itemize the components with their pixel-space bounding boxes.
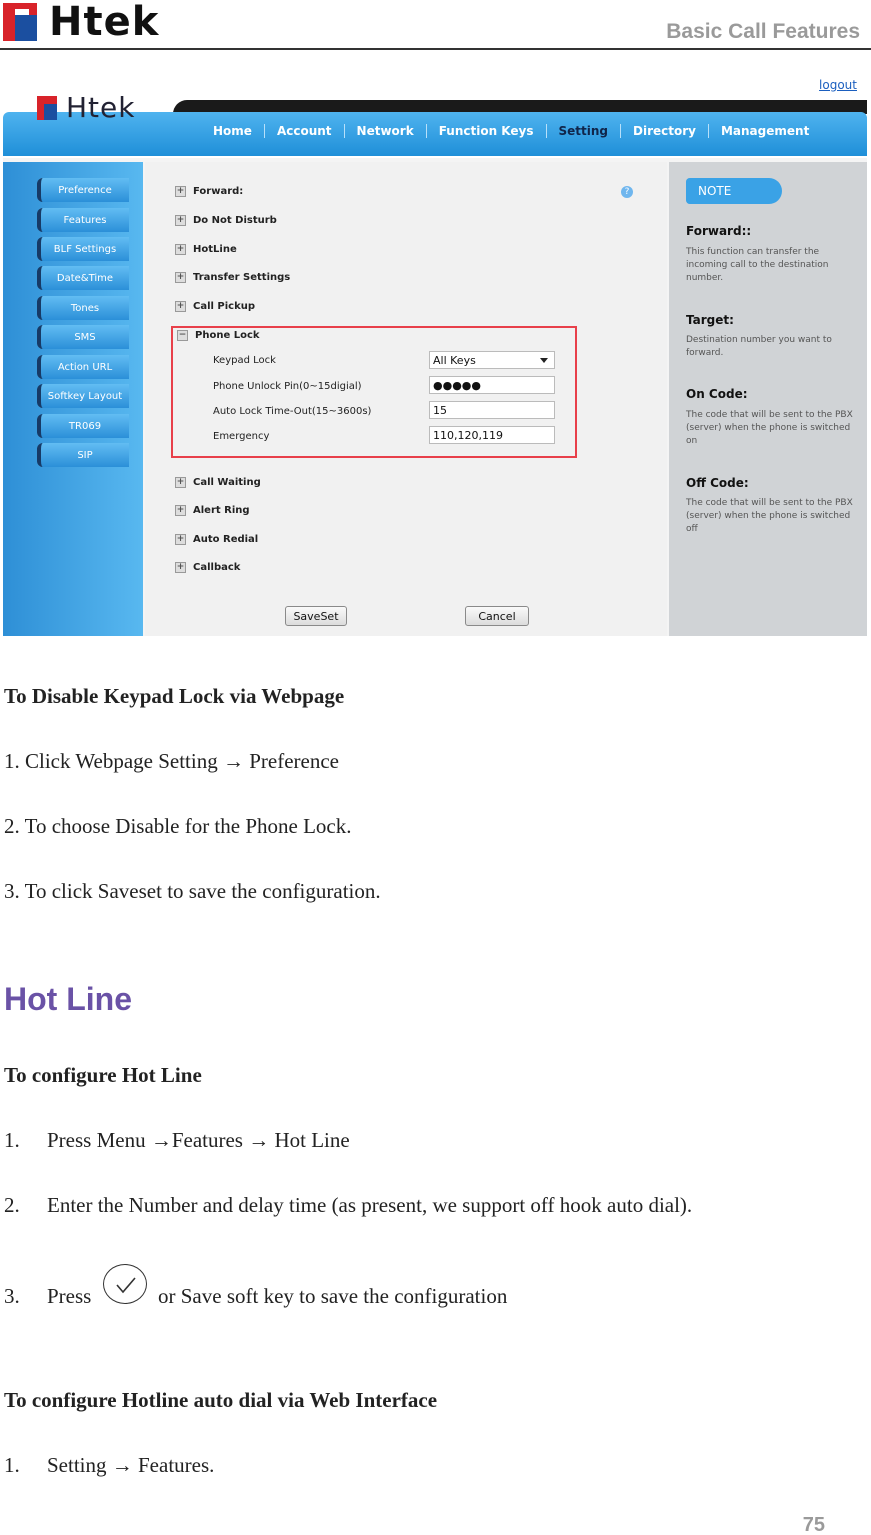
note-text-off-code: The code that will be sent to the PBX (server) when the phone is switched off — [686, 498, 853, 534]
configure-step-3-text: or Save soft key to save the configuration — [158, 1284, 508, 1308]
section-do-not-disturb[interactable]: + Do Not Disturb — [176, 215, 277, 226]
cancel-button[interactable]: Cancel — [465, 606, 529, 626]
configure-step-3-press: Press — [47, 1284, 92, 1308]
settings-sidebar — [3, 162, 143, 636]
webui-header — [3, 72, 867, 158]
ok-key-icon — [103, 1264, 147, 1304]
auto-lock-timeout-label: Auto Lock Time-Out(15~3600s) — [213, 406, 372, 417]
section-transfer-settings[interactable]: + Transfer Settings — [176, 272, 291, 283]
sidebar-item-action-url[interactable]: Action URL — [37, 355, 129, 379]
configure-hot-line-heading: To configure Hot Line — [4, 1063, 202, 1087]
nav-management[interactable]: Management — [720, 124, 810, 138]
saveset-button[interactable]: SaveSet — [285, 606, 347, 626]
section-title: Basic Call Features — [666, 20, 860, 43]
nav-setting[interactable]: Setting — [547, 124, 622, 138]
expand-icon: + — [176, 244, 185, 254]
section-hotline[interactable]: + HotLine — [176, 244, 237, 255]
sidebar-item-date-time[interactable]: Date&Time — [37, 266, 129, 290]
disable-step-1: 1. Click Webpage Setting → Preference — [4, 749, 339, 773]
expand-icon: + — [176, 534, 185, 544]
htek-logo — [3, 0, 160, 45]
expand-icon: + — [176, 272, 185, 282]
expand-icon: + — [176, 505, 185, 515]
keypad-lock-select[interactable]: All Keys — [429, 351, 555, 369]
help-icon[interactable]: ? — [621, 186, 633, 198]
sidebar-item-tr069[interactable]: TR069 — [37, 414, 129, 438]
disable-step-2: 2. To choose Disable for the Phone Lock. — [4, 814, 352, 838]
section-alert-ring[interactable]: + Alert Ring — [176, 505, 250, 516]
note-title-on-code: On Code: — [686, 387, 748, 401]
disable-step-3: 3. To click Saveset to save the configuration. — [4, 879, 381, 903]
nav-network[interactable]: Network — [345, 124, 427, 138]
web-step-1-number: 1. — [4, 1453, 20, 1477]
section-callback[interactable]: + Callback — [176, 562, 241, 573]
page-number: 75 — [802, 1514, 825, 1535]
main-nav — [201, 124, 821, 138]
note-title-off-code: Off Code: — [686, 476, 749, 490]
expand-icon: + — [176, 186, 185, 196]
htek-logo-text: Htek — [49, 0, 160, 45]
nav-account[interactable]: Account — [265, 124, 345, 138]
logout-link[interactable]: logout — [819, 78, 857, 92]
configure-step-1-text: Press Menu →Features → Hot Line — [47, 1128, 350, 1152]
note-panel — [669, 162, 867, 636]
configure-step-3-number: 3. — [4, 1284, 20, 1308]
configure-step-1-number: 1. — [4, 1128, 20, 1152]
emergency-label: Emergency — [213, 431, 270, 442]
disable-keypad-lock-heading: To Disable Keypad Lock via Webpage — [4, 684, 345, 708]
keypad-lock-label: Keypad Lock — [213, 355, 276, 366]
expand-icon: + — [176, 562, 185, 572]
checkmark-icon — [104, 1265, 148, 1305]
auto-lock-timeout-input[interactable]: 15 — [429, 401, 555, 419]
sidebar-item-tones[interactable]: Tones — [37, 296, 129, 320]
expand-icon: + — [176, 301, 185, 311]
emergency-input[interactable]: 110,120,119 — [429, 426, 555, 444]
expand-icon: + — [176, 477, 185, 487]
note-title-forward: Forward:: — [686, 224, 752, 238]
unlock-pin-input[interactable]: ●●●●● — [429, 376, 555, 394]
phone-lock-section — [171, 326, 577, 458]
expand-icon: + — [176, 215, 185, 225]
note-title-target: Target: — [686, 313, 734, 327]
features-content — [145, 162, 667, 636]
note-text-forward: This function can transfer the incoming call to the destination number. — [686, 247, 829, 283]
webui-screenshot — [3, 72, 867, 636]
note-text-on-code: The code that will be sent to the PBX (server) when the phone is switched on — [686, 410, 853, 446]
note-text-target: Destination number you want to forward. — [686, 335, 832, 358]
section-call-waiting[interactable]: + Call Waiting — [176, 477, 261, 488]
web-step-1-text: Setting → Features. — [47, 1453, 215, 1477]
dropdown-arrow-icon — [540, 358, 548, 363]
section-forward[interactable]: + Forward: — [176, 186, 244, 197]
configure-step-2-text: Enter the Number and delay time (as present, we support off hook auto dial). — [47, 1193, 693, 1217]
sidebar-item-features[interactable]: Features — [37, 208, 129, 232]
unlock-pin-label: Phone Unlock Pin(0~15digial) — [213, 381, 362, 392]
webui-logo — [37, 91, 136, 124]
section-phone-lock[interactable]: − Phone Lock — [178, 330, 260, 341]
collapse-icon: − — [178, 330, 187, 340]
webui-logo-mark-icon — [37, 96, 63, 120]
nav-home[interactable]: Home — [201, 124, 265, 138]
section-auto-redial[interactable]: + Auto Redial — [176, 534, 259, 545]
sidebar-item-blf-settings[interactable]: BLF Settings — [37, 237, 129, 261]
nav-function-keys[interactable]: Function Keys — [427, 124, 547, 138]
webui-logo-text: Htek — [66, 91, 136, 124]
htek-logo-mark-icon — [3, 3, 47, 41]
sidebar-item-sms[interactable]: SMS — [37, 325, 129, 349]
configure-step-2-number: 2. — [4, 1193, 20, 1217]
hot-line-heading: Hot Line — [4, 981, 132, 1017]
sidebar-item-softkey-layout[interactable]: Softkey Layout — [37, 384, 129, 408]
document-header — [0, 0, 871, 50]
note-badge: NOTE — [686, 178, 782, 204]
section-call-pickup[interactable]: + Call Pickup — [176, 301, 256, 312]
sidebar-item-preference[interactable]: Preference — [37, 178, 129, 202]
sidebar-item-sip[interactable]: SIP — [37, 443, 129, 467]
web-interface-heading: To configure Hotline auto dial via Web Interface — [4, 1388, 438, 1412]
nav-directory[interactable]: Directory — [621, 124, 709, 138]
